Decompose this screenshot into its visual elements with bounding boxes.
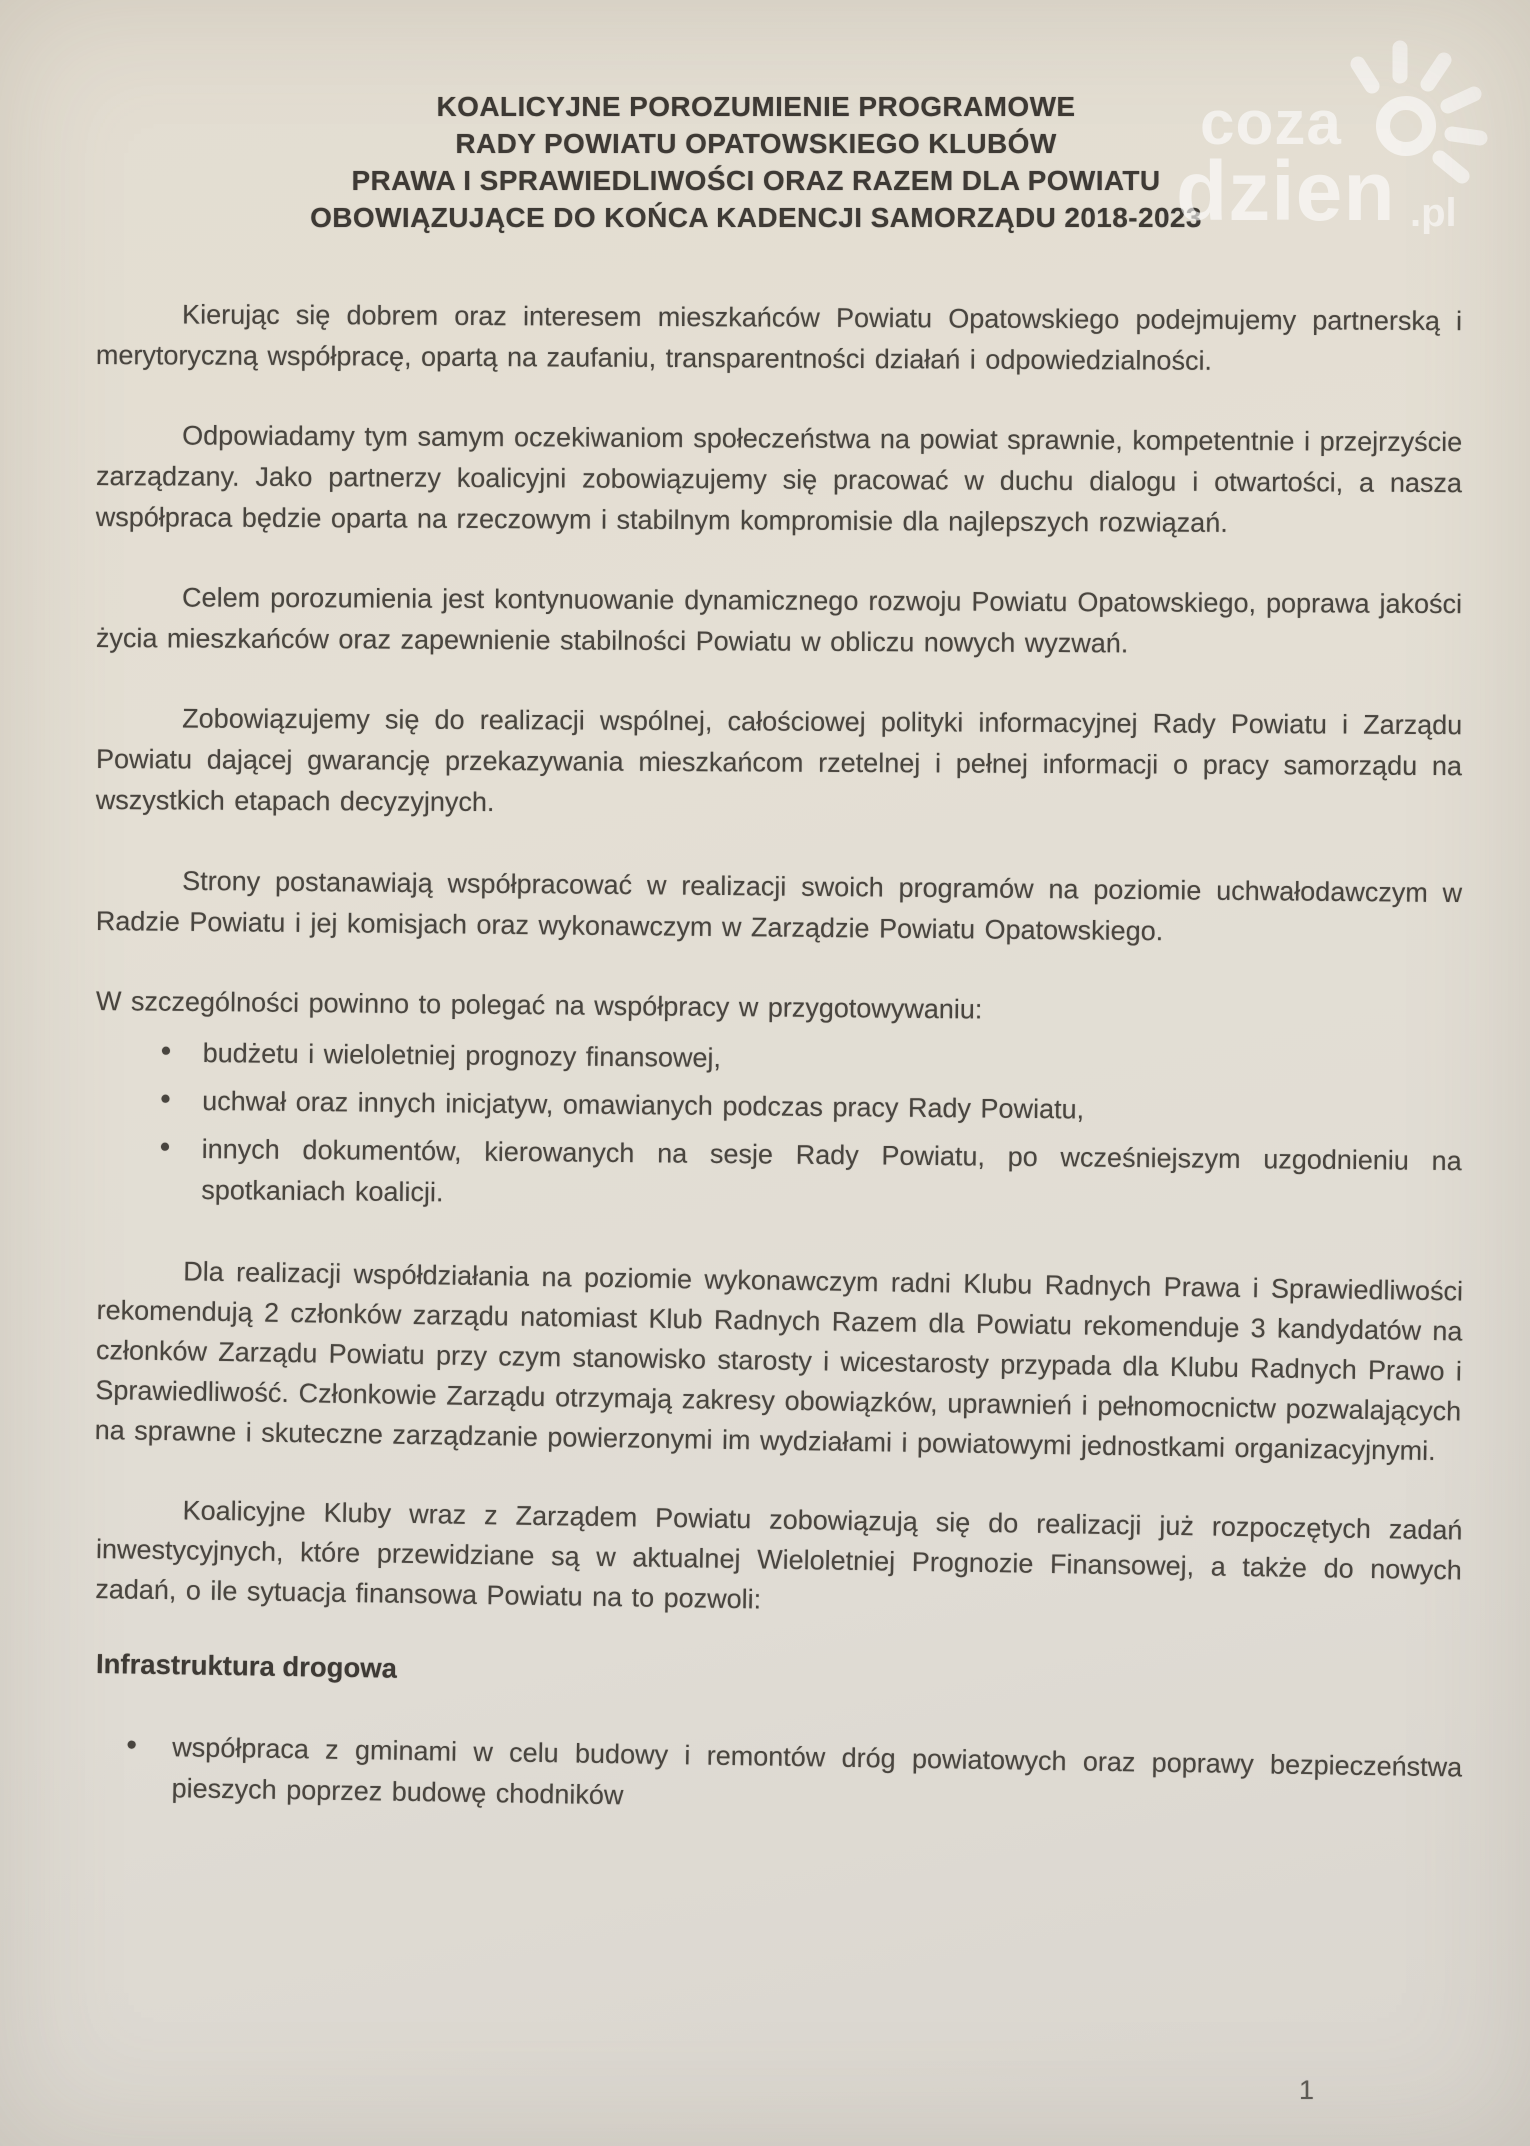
paragraph-goal: Celem porozumienia jest kontynuowanie dynamicznego rozwoju Powiatu Opatowskiego, poprawa jakości życia mieszkańców oraz zapewnienie stabilności Powiatu w obliczu nowych wyzwań. xyxy=(95,582,1463,659)
cooperation-intro: W szczególności powinno to polegać na współpracy w przygotowywaniu: xyxy=(95,986,983,1025)
page-number: 1 xyxy=(1298,2075,1314,2105)
watermark-word-coza: coza xyxy=(1200,89,1342,158)
title-line-1: KOALICYJNE POROZUMIENIE PROGRAMOWE xyxy=(436,91,1076,122)
list-item-text: uchwał oraz innych inicjatyw, omawianych podczas pracy Rady Powiatu, xyxy=(202,1086,1085,1125)
watermark-suffix: .pl xyxy=(1410,191,1457,234)
title-line-2: RADY POWIATU OPATOWSKIEGO KLUBÓW xyxy=(455,128,1057,159)
list-item xyxy=(154,1033,1462,1087)
list-item xyxy=(153,1129,1462,1224)
list-item-text: innych dokumentów, kierowanych na sesje Rady Powiatu, po wcześniejszym uzgodnieniu na spotkaniach koalicji. xyxy=(201,1134,1462,1208)
list-item xyxy=(154,1081,1462,1135)
list-item-text: współpraca z gminami w celu budowy i remontów dróg powiatowych oraz poprawy bezpieczeństwa pieszych poprzez budowę chodników xyxy=(171,1732,1463,1811)
road-infrastructure-list xyxy=(95,1726,1462,1829)
cooperation-list xyxy=(95,1032,1463,1223)
list-item-text: budżetu i wieloletniej prognozy finansowej, xyxy=(202,1038,722,1073)
paragraph-executive: Dla realizacji współdziałania na poziomie wykonawczym radni Klubu Radnych Prawa i Sprawiedliwości rekomendują 2 członków zarządu natomiast Klub Radnych Razem dla Powiatu rekomenduje 3 kandydatów na członków Zarządu Powiatu przy czym stanowisko starosty i wicestarosty przypada dla Klubu Radnych Prawo i Sprawiedliwość. Członkowie Zarządu otrzymają zakresy obowiązków, uprawnień i pełnomocnictw pozwalających na sprawne i skuteczne zarządzanie powierzonymi im wydziałami i powiatowymi jednostkami organizacyjnymi. xyxy=(94,1256,1464,1467)
title-line-3: PRAWA I SPRAWIEDLIWOŚCI ORAZ RAZEM DLA POWIATU xyxy=(351,165,1161,196)
watermark-word-dzien: dzien xyxy=(1176,144,1396,234)
paragraph-expectations: Odpowiadamy tym samym oczekiwaniom społeczeństwa na powiat sprawnie, kompetentnie i przejrzyście zarządzany. Jako partnerzy koalicyjni zobowiązujemy się pracować w duchu dialogu i otwartości, a nasza współpraca będzie oparta na rzeczowym i stabilnym kompromisie dla najlepszych rozwiązań. xyxy=(95,420,1463,538)
paragraph-information-policy: Zobowiązujemy się do realizacji wspólnej, całościowej polityki informacyjnej Rady Powiatu i Zarządu Powiatu dającej gwarancję przekazywania mieszkańcom rzetelnej i pełnej informacji o pracy samorządu na wszystkich etapach decyzyjnych. xyxy=(95,703,1463,818)
paragraph-investments: Koalicyjne Kluby wraz z Zarządem Powiatu zobowiązują się do realizacji już rozpoczętych zadań inwestycyjnych, które przewidziane są w aktualnej Wieloletniej Prognozie Finansowej, a także do nowych zadań, o ile sytuacja finansowa Powiatu na to pozwoli: xyxy=(95,1495,1463,1615)
watermark-logo xyxy=(1162,34,1522,234)
paragraph-values: Kierując się dobrem oraz interesem mieszkańców Powiatu Opatowskiego podejmujemy partnerską i merytoryczną współpracę, opartą na zaufaniu, transparentności działań i odpowiedzialności. xyxy=(95,299,1463,376)
section-heading-road-infrastructure: Infrastruktura drogowa xyxy=(95,1648,398,1684)
list-item xyxy=(119,1726,1462,1829)
title-line-4: OBOWIĄZUJĄCE DO KOŃCA KADENCJI SAMORZĄDU 2018-2023 xyxy=(310,202,1202,233)
paragraph-programs: Strony postanawiają współpracować w realizacji swoich programów na poziomie uchwałodawczym w Radzie Powiatu i jej komisjach oraz wykonawczym w Zarządzie Powiatu Opatowskiego. xyxy=(95,865,1463,947)
